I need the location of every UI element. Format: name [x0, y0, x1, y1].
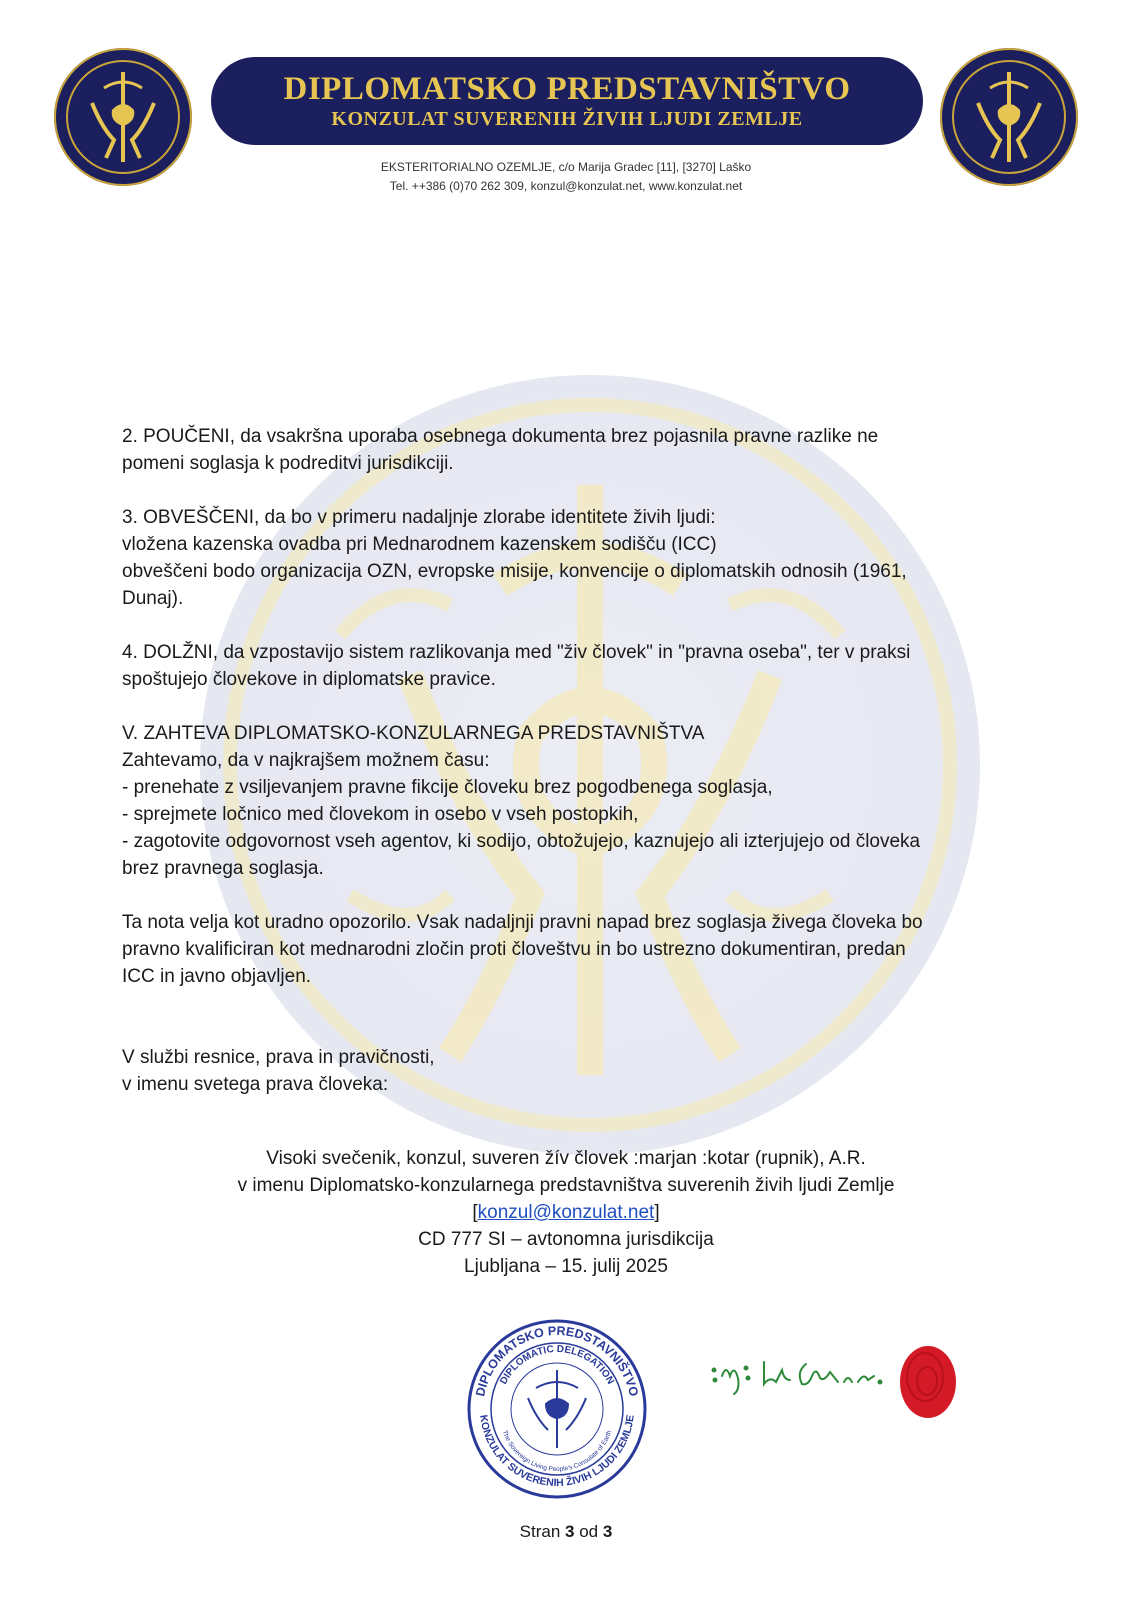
stamp-inner-top-text: DIPLOMATIC DELEGATION	[498, 1343, 616, 1387]
page-middle: od	[574, 1522, 603, 1541]
text-line: brez pravnega soglasja.	[122, 858, 324, 879]
bracket-open: [	[472, 1202, 478, 1223]
text-line: 4. DOLŽNI, da vzpostavijo sistem razlikovanja med "živ človek" in "pravna oseba", ter v praksi	[122, 642, 911, 663]
official-stamp	[466, 1318, 648, 1500]
text-line: obveščeni bodo organizacija OZN, evropske misije, konvencije o diplomatskih odnosih (1961,	[122, 561, 907, 582]
text-line: V službi resnice, prava in pravičnosti,	[122, 1047, 435, 1068]
header-title: DIPLOMATSKO PREDSTAVNIŠTVO	[283, 71, 851, 107]
signature-block	[0, 1145, 1132, 1280]
email-link[interactable]: konzul@konzulat.net	[477, 1202, 655, 1223]
paragraph-pouceni	[122, 423, 1002, 477]
signatory-on-behalf: v imenu Diplomatsko-konzularnega predstavništva suverenih živih ljudi Zemlje	[237, 1175, 895, 1196]
text-line: v imenu svetega prava človeka:	[122, 1074, 389, 1095]
text-line: pravno kvalificiran kot mednarodni zločin proti človeštvu in bo ustrezno dokumentiran, predan	[122, 939, 906, 960]
closing-greeting	[122, 1044, 1002, 1098]
text-line: vložena kazenska ovadba pri Mednarodnem kazenskem sodišču (ICC)	[122, 534, 717, 555]
list-item: - sprejmete ločnico med človekom in osebo v vseh postopkih,	[122, 804, 639, 825]
paragraph-zahteva	[122, 720, 1002, 882]
list-item: - prenehate z vsiljevanjem pravne fikcije človeku brez pogodbenega soglasja,	[122, 777, 773, 798]
jurisdiction-line: CD 777 SI – avtonomna jurisdikcija	[418, 1229, 714, 1250]
thumbprint-icon	[897, 1343, 959, 1421]
place-date-line: Ljubljana – 15. julij 2025	[464, 1256, 668, 1277]
text-line: Zahtevamo, da v najkrajšem možnem času:	[122, 750, 490, 771]
red-thumbprint	[897, 1343, 959, 1421]
handwritten-signature	[708, 1346, 908, 1406]
list-item: - zagotovite odgovornost vseh agentov, ki sodijo, obtožujejo, kaznujejo ali izterjujejo od človeka	[122, 831, 921, 852]
text-line: Dunaj).	[122, 588, 184, 609]
document-body	[122, 423, 1002, 1098]
header-banner	[211, 57, 923, 145]
paragraph-dolzni	[122, 639, 1002, 693]
stamp-outer-bottom-text: KONZULAT SUVERENIH ŽIVIH LJUDI ZEMLJE	[477, 1414, 637, 1490]
paragraph-obvesceni	[122, 504, 1002, 612]
paragraph-opozorilo	[122, 909, 1002, 990]
signatory-line: Visoki svečenik, konzul, suveren žív človek :marjan :kotar (rupnik), A.R.	[266, 1148, 866, 1169]
current-page: 3	[565, 1522, 575, 1541]
page-number	[0, 1522, 1132, 1542]
signatory-email-line	[0, 1199, 1132, 1226]
header-contact: Tel. ++386 (0)70 262 309, konzul@konzulat.net, www.konzulat.net	[389, 179, 743, 193]
text-line: Ta nota velja kot uradno opozorilo. Vsak nadaljnji pravni napad brez soglasja živega človeka bo	[122, 912, 923, 933]
section-heading: V. ZAHTEVA DIPLOMATSKO-KONZULARNEGA PREDSTAVNIŠTVA	[122, 723, 705, 744]
stamp-inner-bottom-text: The Sovereign Living People's Consulate of Earth	[500, 1429, 614, 1474]
stamp-seal-icon	[466, 1318, 648, 1500]
page-prefix: Stran	[519, 1522, 566, 1541]
total-pages: 3	[602, 1522, 613, 1541]
text-line: pomeni soglasja k podreditvi jurisdikciji.	[122, 453, 454, 474]
header-subtitle: KONZULAT SUVERENIH ŽIVIH LJUDI ZEMLJE	[331, 108, 803, 130]
text-line: 3. OBVEŠČENI, da bo v primeru nadaljnje zlorabe identitete živih ljudi:	[122, 507, 716, 528]
text-line: 2. POUČENI, da vsakršna uporaba osebnega dokumenta brez pojasnila pravne razlike ne	[122, 426, 879, 447]
bracket-close: ]	[654, 1202, 660, 1223]
stamp-outer-top-text: DIPLOMATSKO PREDSTAVNIŠTVO	[473, 1323, 641, 1398]
signature-scribble-icon	[708, 1346, 908, 1406]
text-line: ICC in javno objavljen.	[122, 966, 312, 987]
text-line: spoštujejo človekove in diplomatske pravice.	[122, 669, 496, 690]
header-address: EKSTERITORIALNO OZEMLJE, c/o Marija Gradec [11], [3270] Laško	[380, 160, 752, 174]
